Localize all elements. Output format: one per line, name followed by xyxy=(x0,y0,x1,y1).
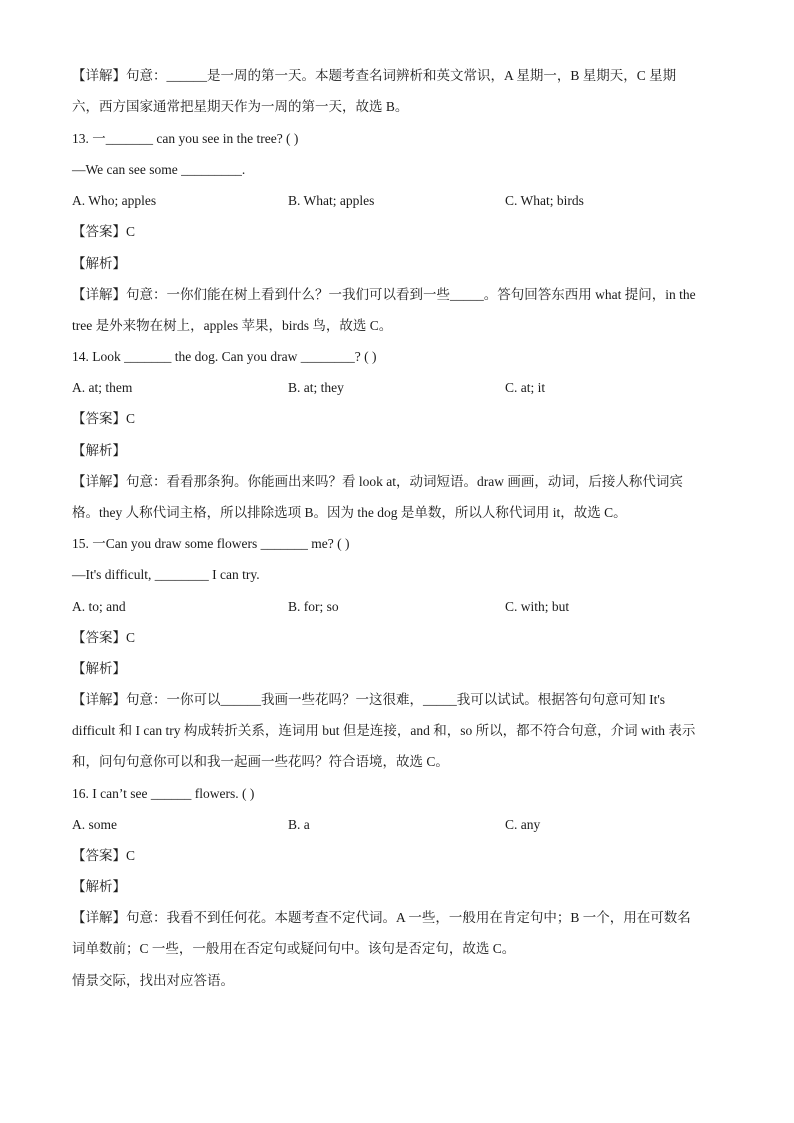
q13-analysis: 【解析】 xyxy=(72,256,126,271)
q13-option-b: B. What; apples xyxy=(288,193,375,208)
q14-option-b: B. at; they xyxy=(288,380,344,395)
q15-detail-line-2: difficult 和 I can try 构成转折关系，连词用 but 但是连接，and 和，so 所以，都不符合句意，介词 with 表示 xyxy=(72,723,696,738)
q16-option-c: C. any xyxy=(505,817,541,832)
q16-detail-line-1: 【详解】句意：我看不到任何花。本题考查不定代词。A 一些，一般用在肯定句中；B 一个，用在可数名 xyxy=(72,910,691,925)
q13-option-c: C. What; birds xyxy=(505,193,584,208)
q14-detail-line-2: 格。they 人称代词主格，所以排除选项 B。因为 the dog 是单数，所以人称代词用 it，故选 C。 xyxy=(72,505,627,520)
q14-option-c: C. at; it xyxy=(505,380,546,395)
q15-question: 15. 一Can you draw some flowers _______ me? ( ) xyxy=(72,536,350,551)
q16-option-a: A. some xyxy=(72,817,117,832)
q14-question: 14. Look _______ the dog. Can you draw ________? ( ) xyxy=(72,349,377,364)
q15-option-c: C. with; but xyxy=(505,599,570,614)
q15-detail-line-1: 【详解】句意：一你可以______我画一些花吗？一这很难，_____我可以试试。根据答句句意可知 It's xyxy=(72,692,666,707)
q13-detail-line-1: 【详解】句意：一你们能在树上看到什么？一我们可以看到一些_____。答句回答东西用 what 提问，in the xyxy=(72,287,696,302)
q15-option-a: A. to; and xyxy=(72,599,126,614)
q12-detail-line-1: 【详解】句意：______是一周的第一天。本题考查名词辨析和英文常识，A 星期一，B 星期天，C 星期 xyxy=(72,68,677,83)
q13-detail-line-2: tree 是外来物在树上，apples 苹果，birds 鸟，故选 C。 xyxy=(72,318,393,333)
section-title: 情景交际，找出对应答语。 xyxy=(72,973,234,988)
q14-answer: 【答案】C xyxy=(72,411,136,426)
q15-answer: 【答案】C xyxy=(72,630,136,645)
q12-detail-line-2: 六，西方国家通常把星期天作为一周的第一天，故选 B。 xyxy=(72,99,409,114)
q13-answer-line: —We can see some _________. xyxy=(72,162,246,177)
q16-analysis: 【解析】 xyxy=(72,879,126,894)
q15-analysis: 【解析】 xyxy=(72,661,126,676)
q13-question: 13. 一_______ can you see in the tree? ( ) xyxy=(72,131,299,146)
q13-answer: 【答案】C xyxy=(72,224,136,239)
q16-question: 16. I can’t see ______ flowers. ( ) xyxy=(72,786,255,801)
q14-detail-line-1: 【详解】句意：看看那条狗。你能画出来吗？看 look at，动词短语。draw 画画，动词，后接人称代词宾 xyxy=(72,474,683,489)
q15-detail-line-3: 和，问句句意你可以和我一起画一些花吗？符合语境，故选 C。 xyxy=(72,754,449,769)
q14-analysis: 【解析】 xyxy=(72,443,126,458)
q16-option-b: B. a xyxy=(288,817,310,832)
q16-answer: 【答案】C xyxy=(72,848,136,863)
q13-option-a: A. Who; apples xyxy=(72,193,157,208)
q14-option-a: A. at; them xyxy=(72,380,133,395)
q16-detail-line-2: 词单数前；C 一些，一般用在否定句或疑问句中。该句是否定句，故选 C。 xyxy=(72,941,516,956)
q15-answer-line: —It's difficult, ________ I can try. xyxy=(72,567,260,582)
q15-option-b: B. for; so xyxy=(288,599,339,614)
